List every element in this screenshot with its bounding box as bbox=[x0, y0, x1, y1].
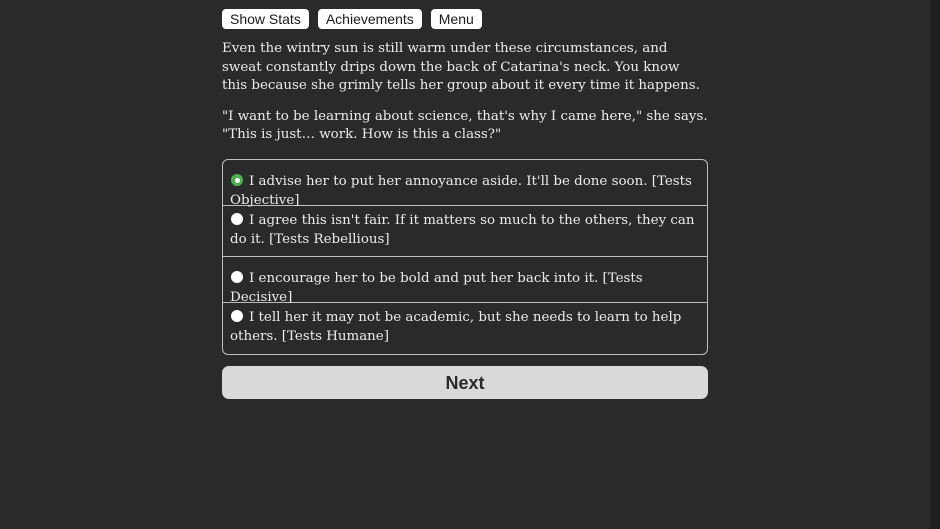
choice-label: I encourage her to be bold and put her back into it. [Tests Decisive] bbox=[230, 271, 643, 305]
choice-option-objective[interactable] bbox=[223, 160, 707, 206]
choice-label: I advise her to put her annoyance aside. It'll be done soon. [Tests Objective] bbox=[230, 174, 692, 208]
choice-label: I tell her it may not be academic, but she needs to learn to help others. [Tests Humane] bbox=[230, 310, 682, 344]
choice-option-humane[interactable] bbox=[223, 303, 707, 354]
radio-button[interactable] bbox=[231, 271, 243, 283]
choice-list bbox=[222, 159, 708, 355]
radio-button-selected[interactable] bbox=[231, 174, 243, 186]
story-paragraph: Even the wintry sun is still warm under these circumstances, and sweat constantly drips down the back of Catarina's neck. You know this because she grimly tells her group about it every time it happens. bbox=[222, 41, 700, 93]
story-paragraph: "I want to be learning about science, that's why I came here," she says. "This is just… work. How is this a class?" bbox=[222, 108, 708, 142]
choice-label: I agree this isn't fair. If it matters so much to the others, they can do it. [Tests Rebellious] bbox=[230, 213, 695, 247]
story-text bbox=[222, 40, 708, 157]
scrollbar[interactable] bbox=[930, 0, 940, 529]
choice-option-rebellious[interactable] bbox=[223, 206, 707, 257]
next-button[interactable]: Next bbox=[222, 366, 708, 399]
radio-button[interactable] bbox=[231, 310, 243, 322]
achievements-button[interactable]: Achievements bbox=[318, 9, 422, 29]
toolbar bbox=[222, 9, 482, 29]
menu-button[interactable]: Menu bbox=[431, 9, 482, 29]
choice-option-decisive[interactable] bbox=[223, 257, 707, 303]
show-stats-button[interactable]: Show Stats bbox=[222, 9, 309, 29]
radio-button[interactable] bbox=[231, 213, 243, 225]
